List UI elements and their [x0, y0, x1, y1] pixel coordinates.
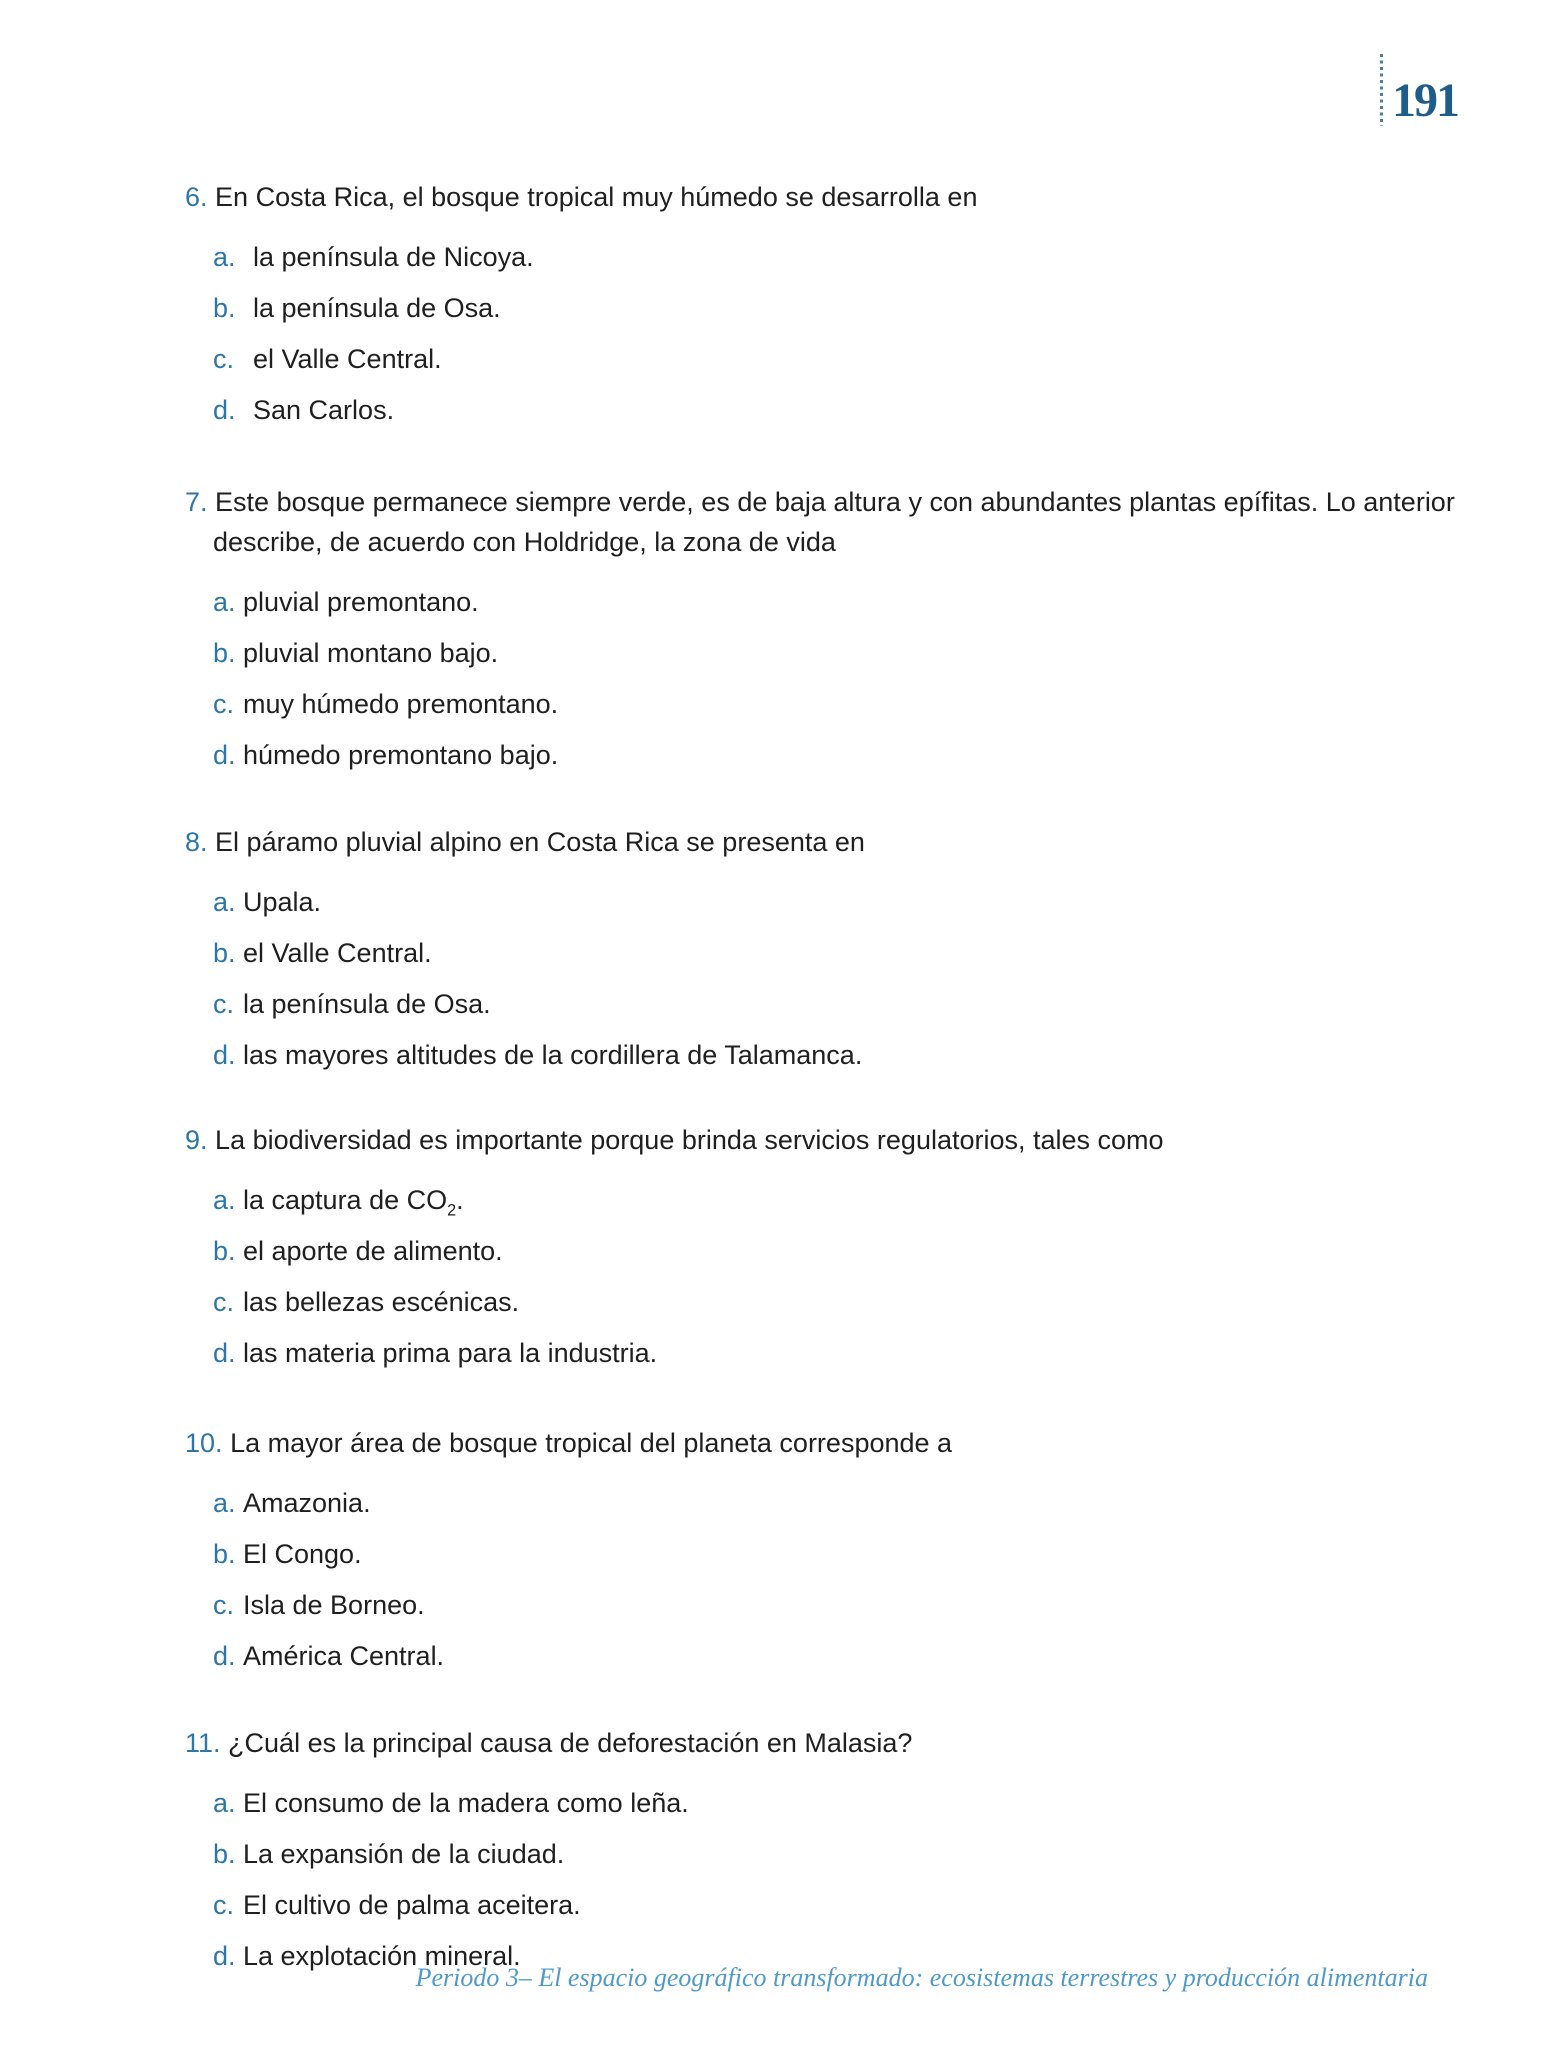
- question-block-6: [185, 177, 1455, 441]
- option-letter: c.: [213, 689, 235, 719]
- option-text: las mayores altitudes de la cordillera de Talamanca.: [243, 1040, 863, 1070]
- option-row: [185, 339, 1455, 379]
- option-row: [185, 1534, 1455, 1574]
- question-number: 8.: [185, 827, 208, 857]
- option-row: [185, 1282, 1455, 1322]
- option-text: pluvial montano bajo.: [243, 638, 499, 668]
- option-row: [185, 288, 1455, 328]
- option-row: [185, 1035, 1455, 1075]
- option-letter: d.: [213, 1040, 236, 1070]
- option-letter: b.: [213, 638, 236, 668]
- option-text: La explotación mineral.: [243, 1941, 521, 1971]
- option-text: El cultivo de palma aceitera.: [243, 1890, 581, 1920]
- option-letter: c.: [213, 1890, 235, 1920]
- question-heading: [185, 1423, 1455, 1463]
- option-text: La expansión de la ciudad.: [243, 1839, 565, 1869]
- question-heading: [185, 1723, 1455, 1763]
- option-letter: d.: [213, 395, 236, 425]
- question-block-8: [185, 822, 1455, 1086]
- option-letter: b.: [213, 1839, 236, 1869]
- question-text: El páramo pluvial alpino en Costa Rica se presenta en: [215, 827, 865, 857]
- question-number: 9.: [185, 1125, 208, 1155]
- option-letter: b.: [213, 1539, 236, 1569]
- option-letter: c.: [213, 989, 235, 1019]
- question-block-9: [185, 1120, 1455, 1384]
- question-heading: [185, 822, 1455, 862]
- option-letter: b.: [213, 1236, 236, 1266]
- option-letter: c.: [213, 1590, 235, 1620]
- option-row: [185, 1636, 1455, 1676]
- page-number: 191: [1392, 74, 1458, 127]
- option-row: [185, 582, 1455, 622]
- question-number: 11.: [185, 1728, 221, 1758]
- question-text: La biodiversidad es importante porque brinda servicios regulatorios, tales como: [215, 1125, 1164, 1155]
- option-text: las bellezas escénicas.: [243, 1287, 520, 1317]
- option-letter: d.: [213, 740, 236, 770]
- option-row: [185, 1834, 1455, 1874]
- option-row: [185, 882, 1455, 922]
- option-letter: a.: [213, 587, 236, 617]
- option-letter: c.: [213, 344, 235, 374]
- question-text: ¿Cuál es la principal causa de deforestación en Malasia?: [228, 1728, 913, 1758]
- option-text: pluvial premontano.: [243, 587, 479, 617]
- option-letter: d.: [213, 1338, 236, 1368]
- option-text: El Congo.: [243, 1539, 362, 1569]
- option-letter: d.: [213, 1941, 236, 1971]
- option-row: [185, 1585, 1455, 1625]
- option-text: Isla de Borneo.: [243, 1590, 425, 1620]
- option-text-subscript: 2: [447, 1201, 457, 1220]
- question-heading: [185, 1120, 1455, 1160]
- question-text: La mayor área de bosque tropical del planeta corresponde a: [230, 1428, 953, 1458]
- question-heading: [185, 177, 1455, 217]
- option-text: Upala.: [243, 887, 322, 917]
- footer-text: Periodo 3– El espacio geográfico transformado: ecosistemas terrestres y producción alimentaria: [415, 1963, 1428, 1992]
- question-heading: [185, 482, 1455, 562]
- option-row: [185, 684, 1455, 724]
- option-row: [185, 735, 1455, 775]
- option-text: muy húmedo premontano.: [243, 689, 559, 719]
- option-letter: a.: [213, 887, 236, 917]
- question-block-7: [185, 482, 1455, 786]
- question-number: 6.: [185, 182, 208, 212]
- option-text: el aporte de alimento.: [243, 1236, 503, 1266]
- option-text-tail: .: [456, 1185, 464, 1215]
- question-number: 10.: [185, 1428, 223, 1458]
- option-text: las materia prima para la industria.: [243, 1338, 658, 1368]
- option-row: [185, 1231, 1455, 1271]
- option-letter: a.: [213, 1185, 236, 1215]
- question-text: En Costa Rica, el bosque tropical muy húmedo se desarrolla en: [215, 182, 978, 212]
- option-letter: b.: [213, 293, 236, 323]
- option-row: [185, 1333, 1455, 1373]
- option-row: [185, 1483, 1455, 1523]
- option-row: [185, 933, 1455, 973]
- question-block-11: [185, 1723, 1455, 1987]
- option-row: [185, 390, 1455, 430]
- option-letter: c.: [213, 1287, 235, 1317]
- option-text: San Carlos.: [253, 395, 395, 425]
- option-text: la captura de CO: [243, 1185, 448, 1215]
- option-letter: a.: [213, 1788, 236, 1818]
- option-row: [185, 633, 1455, 673]
- option-letter: a.: [213, 242, 236, 272]
- option-row: [185, 237, 1455, 277]
- option-text: El consumo de la madera como leña.: [243, 1788, 689, 1818]
- option-text: la península de Nicoya.: [253, 242, 534, 272]
- page-number-dotted-rule: [1380, 54, 1383, 126]
- option-text: húmedo premontano bajo.: [243, 740, 559, 770]
- option-row: [185, 1180, 1455, 1220]
- option-row: [185, 1885, 1455, 1925]
- option-text: el Valle Central.: [243, 938, 432, 968]
- option-text: América Central.: [243, 1641, 445, 1671]
- option-text: Amazonia.: [243, 1488, 371, 1518]
- question-block-10: [185, 1423, 1455, 1687]
- option-row: [185, 1783, 1455, 1823]
- option-letter: d.: [213, 1641, 236, 1671]
- question-number: 7.: [185, 487, 208, 517]
- option-text: el Valle Central.: [253, 344, 442, 374]
- option-text: la península de Osa.: [243, 989, 491, 1019]
- question-text: Este bosque permanece siempre verde, es de baja altura y con abundantes plantas epífitas. Lo anterior describe, de acuerdo con Holdridge, la zona de vida: [213, 487, 1455, 557]
- option-row: [185, 984, 1455, 1024]
- option-text: la península de Osa.: [253, 293, 501, 323]
- option-letter: a.: [213, 1488, 236, 1518]
- option-letter: b.: [213, 938, 236, 968]
